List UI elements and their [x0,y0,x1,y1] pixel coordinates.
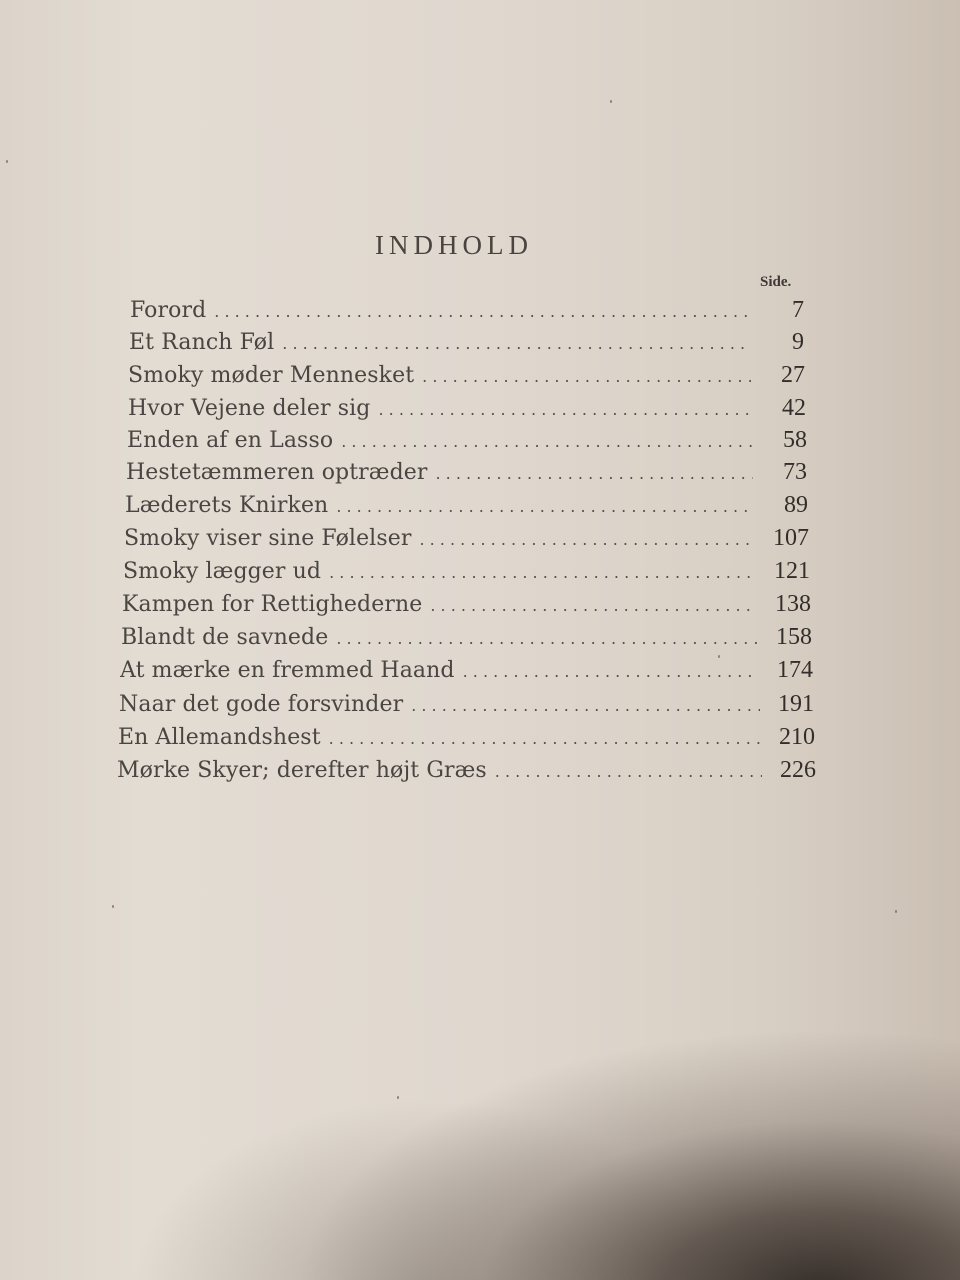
dot-leader [436,464,754,483]
page-number: 27 [781,362,805,388]
paper-speck [610,100,612,103]
page-number: 7 [792,297,804,323]
toc-entry [126,459,807,491]
page-number: 42 [782,395,806,421]
dot-leader [463,662,759,681]
page-column-label: Side. [760,274,792,290]
toc-entry [120,657,813,689]
dot-leader [329,563,756,582]
page-number: 107 [773,525,809,551]
paper-speck [895,910,897,913]
dot-leader [341,432,753,451]
paper-speck [6,160,8,163]
dot-leader [419,530,755,549]
dot-leader [411,696,760,715]
dot-leader [422,367,751,386]
dot-leader [282,334,750,353]
toc-entry [129,329,804,361]
page-number: 73 [783,459,807,485]
contents-heading: INDHOLD [375,230,533,260]
chapter-title: Hestetæmmeren optræder [126,460,428,485]
toc-entry [118,724,815,756]
paper-speck [397,1096,399,1099]
chapter-title: Naar det gode forsvinder [119,692,404,717]
chapter-title: Et Ranch Føl [129,330,275,355]
dot-leader [336,497,754,516]
toc-entry [122,591,811,623]
chapter-title: Enden af en Lasso [127,428,334,453]
dot-leader [495,762,762,781]
chapter-title: Smoky møder Mennesket [128,363,415,388]
dot-leader [378,400,752,419]
toc-entry [128,395,806,427]
toc-entry [130,297,804,329]
paper-speck [112,905,114,908]
chapter-title: Smoky viser sine Følelser [124,526,412,551]
toc-entry [124,525,809,557]
page-number: 138 [775,591,811,617]
chapter-title: Smoky lægger ud [123,559,322,584]
page-number: 121 [774,558,810,584]
page-number: 191 [778,691,814,717]
toc-entry [123,558,810,590]
toc-entry [121,624,812,656]
toc-entry [128,362,805,394]
toc-entry [127,427,807,459]
page-number: 58 [783,427,807,453]
toc-entry [117,757,816,789]
chapter-title: Forord [130,298,207,323]
chapter-title: Hvor Vejene deler sig [128,396,371,421]
page-number: 158 [776,624,812,650]
dot-leader [430,596,757,615]
chapter-title: Kampen for Rettighederne [122,592,423,617]
page-number: 174 [777,657,813,683]
chapter-title: En Allemandshest [118,725,321,750]
dot-leader [329,729,761,748]
toc-entry [119,691,814,723]
chapter-title: Læderets Knirken [125,493,329,518]
page-number: 89 [784,492,808,518]
chapter-title: Mørke Skyer; derefter højt Græs [117,758,487,783]
dot-leader [214,302,750,321]
dot-leader [336,629,758,648]
chapter-title: At mærke en fremmed Haand [120,658,455,683]
page-number: 9 [792,329,804,355]
chapter-title: Blandt de savnede [121,625,329,650]
page-number: 226 [780,757,816,783]
toc-entry [125,492,808,524]
page-number: 210 [779,724,815,750]
